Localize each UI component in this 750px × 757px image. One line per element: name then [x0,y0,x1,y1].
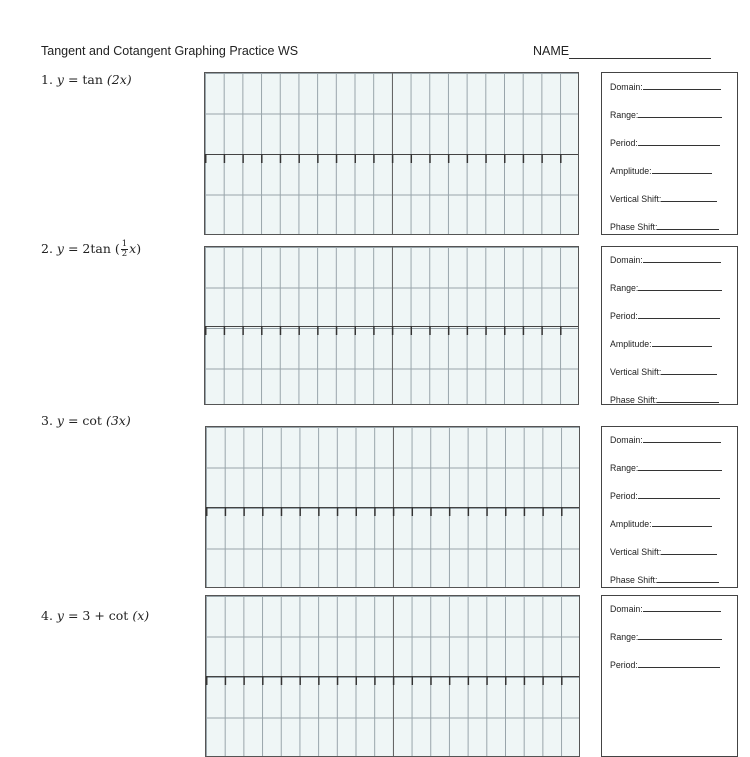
x-axis-ticks [205,154,578,163]
graph-grid-1[interactable] [204,72,579,235]
domain-field[interactable]: Domain: [610,602,721,614]
range-field[interactable]: Range: [610,461,722,473]
problem-number: 3. [41,413,53,428]
graph-grid-4[interactable] [205,595,580,757]
problem-number: 1. [41,72,53,87]
domain-field[interactable]: Domain: [610,253,721,265]
range-field[interactable]: Range: [610,108,722,120]
amplitude-field[interactable]: Amplitude: [610,517,712,529]
info-box-2 [601,246,738,405]
problem-2: 2. y = 2tan ( $\frac{1}{2}$ x) [41,239,142,259]
vertical-shift-field[interactable]: Vertical Shift: [610,192,717,204]
fraction: $\frac{1}{2}$ [121,239,128,259]
x-axis-ticks [206,507,579,516]
info-box-4 [601,595,738,757]
worksheet-title: Tangent and Cotangent Graphing Practice WS [41,44,299,58]
phase-shift-field[interactable]: Phase Shift: [610,220,719,232]
problem-1: 1. y = tan (2x) [41,72,132,87]
domain-field[interactable]: Domain: [610,80,721,92]
vertical-shift-field[interactable]: Vertical Shift: [610,545,717,557]
problem-number: 2. [41,241,53,256]
problem-3: 3. y = cot (3x) [41,413,131,428]
graph-grid-2[interactable] [204,246,579,405]
period-field[interactable]: Period: [610,309,720,321]
phase-shift-field[interactable]: Phase Shift: [610,393,719,405]
range-field[interactable]: Range: [610,281,722,293]
phase-shift-field[interactable]: Phase Shift: [610,573,719,585]
amplitude-field[interactable]: Amplitude: [610,164,712,176]
problem-4: 4. y = 3 + cot (x) [41,608,150,623]
x-axis-ticks [206,676,579,685]
x-axis-ticks [205,326,578,335]
problem-number: 4. [41,608,53,623]
name-blank[interactable] [569,58,711,59]
range-field[interactable]: Range: [610,630,722,642]
name-label: NAME [533,44,570,58]
amplitude-field[interactable]: Amplitude: [610,337,712,349]
graph-grid-3[interactable] [205,426,580,588]
period-field[interactable]: Period: [610,658,720,670]
domain-field[interactable]: Domain: [610,433,721,445]
period-field[interactable]: Period: [610,489,720,501]
vertical-shift-field[interactable]: Vertical Shift: [610,365,717,377]
info-box-3 [601,426,738,588]
info-box-1 [601,72,738,235]
period-field[interactable]: Period: [610,136,720,148]
